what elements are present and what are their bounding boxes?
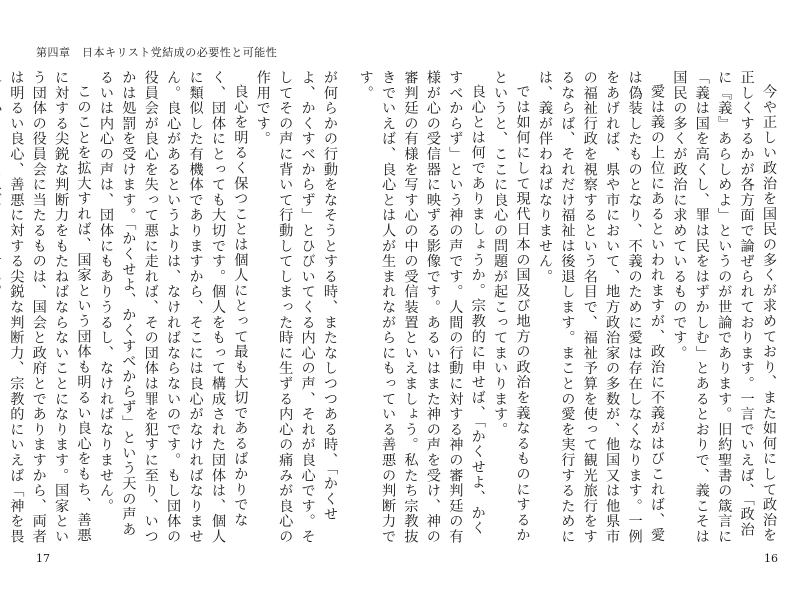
paragraph: では如何にして現代日本の国及び地方の政治を義なるものにするかというと、ここに良心の問題が起こってまいります。 (492, 70, 531, 544)
page-right (357, 0, 806, 600)
right-page-body (357, 70, 780, 545)
left-page-body (8, 70, 341, 545)
paragraph: 良心とは何でありましょうか。宗教的に申せば、「かくせよ、かくすべからず」という神の声です。人間の行動に対する神の審判廷の有様が心の受信器に映ずる影像です。あるいはまた神の声を受け、神の審判廷の有様を写す心の中の受信装置といえましょう。私たち宗教抜きでいえば、良心とは人が生まれながらにもっている善悪の判断力です。 (357, 70, 486, 545)
paragraph: が何らかの行動をなそうとする時、またなしつつある時、「かくせよ、かくすべからず」とひびいてくる内心の声、それが良心です。そしてその声に背いて行動してしまった時に生ずる内心の痛みが良心の作用です。 (254, 70, 338, 545)
page-number-right: 16 (764, 552, 778, 565)
page-number-left: 17 (36, 552, 50, 565)
paragraph: 良心を明るく保つことは個人にとって最も大切であるばかりでなく、団体にとっても大切です。個人をもって構成された団体は、個人に類似した有機体でありますから、そこには良心がなければなりません。良心があるというよりは、なければならないのです。もし団体の役員会が良心を失って悪に走れば、その団体は罪を犯すに至り、いつかは処罰を受けます。「かくせよ、かくすべからず」という天の声あるいは内心の声は、団体にもありうるし、なければなりません。 (97, 70, 249, 545)
chapter-header: 第四章 日本キリスト党結成の必要性と可能性 (36, 46, 278, 59)
paragraph: 今や正しい政治を国民の多くが求めており、また如何にして政治を正しくするかが各方面で論ぜられております。一言でいえば、「政治に『義』あらしめよ」というのが世論であります。旧約聖書の箴言に「義は国を高くし、罪は民をはずかしむ」とあるとおりで、義こそは国民の多くが政治に求めているものです。 (671, 70, 777, 545)
paragraph: 愛は義の上位にあるといわれますが、政治に不義がはびこれば、愛は偽装したものとなり、不義のために愛は存在しなくなります。一例をあげれば、県や市において、地方政治家の多数が、他国又は他県市の福祉行政を視察するという名目で、福祉予算を使って観光旅行をするならば、それだけ福祉は後退します。まことの愛を実行するためには、義が伴わねばなりません。 (536, 70, 665, 545)
paragraph: このことを拡大すれば、国家という団体も明るい良心をもち、善悪に対する尖鋭な判断力をもたねばならないことになります。国家という団体の役員会に当たるものは、国会と政府とでありますから、両者は明るい良心、善悪に対する尖鋭な判断力、宗教的にいえば「神を畏 (8, 70, 92, 545)
